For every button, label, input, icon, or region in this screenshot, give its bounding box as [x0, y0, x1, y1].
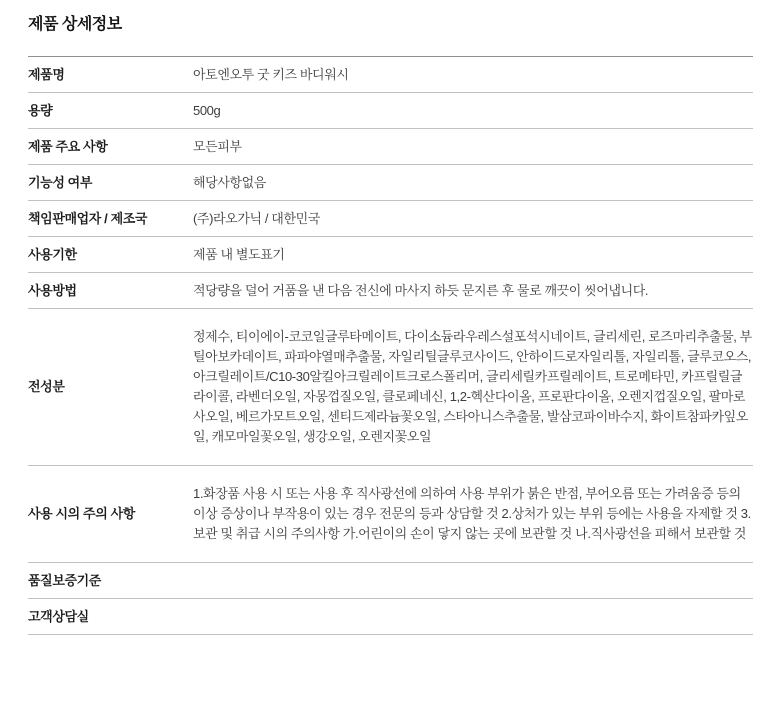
table-row — [28, 93, 753, 129]
row-label: 제품명 — [28, 66, 65, 82]
product-detail-table — [28, 56, 753, 635]
row-label: 사용방법 — [28, 282, 77, 298]
row-value: 1.화장품 사용 시 또는 사용 후 직사광선에 의하여 사용 부위가 붉은 반점, 부어오름 또는 가려움증 등의 이상 증상이나 부작용이 있는 경우 전문의 등과 상담할 것 2.상처가 있는 부위 등에는 사용을 자제할 것 3.보관 및 취급 시의 주의사항 가.어린이의 손이 닿지 않는 곳에 보관할 것 나.직사광선을 피해서 보관할 것 — [193, 486, 751, 541]
row-value: 아토엔오투 굿 키즈 바디워시 — [193, 66, 349, 82]
table-row — [28, 273, 753, 309]
table-row — [28, 201, 753, 237]
row-value: 적당량을 덜어 거품을 낸 다음 전신에 마사지 하듯 문지른 후 물로 깨끗이 씻어냅니다. — [193, 282, 649, 298]
row-label: 사용 시의 주의 사항 — [28, 506, 135, 521]
row-label: 제품 주요 사항 — [28, 138, 108, 154]
table-row — [28, 165, 753, 201]
table-row — [28, 309, 753, 466]
table-row — [28, 466, 753, 563]
row-value: 해당사항없음 — [193, 174, 266, 190]
page-title: 제품 상세정보 — [28, 16, 122, 33]
table-row — [28, 563, 753, 599]
table-row — [28, 237, 753, 273]
row-value: 정제수, 티이에이-코코일글루타메이트, 다이소듐라우레스설포석시네이트, 글리세린, 로즈마리추출물, 부틸아보카데이트, 파파야열매추출물, 자일리틸글루코사이드, 안하이드로자일리톨, 자일리톨, 글루코오스, 아크릴레이트/C10-30알킬아크릴레이트크로스폴리머, 글리세릴카프릴레이트, 트로메타민, 카프릴릴글라이콜, 라벤더오일, 자몽껍질오일, 클로페네신, 1,2-헥산다이올, 프로판다이올, 오렌지껍질오일, 팔마로사오일, 베르가모트오일, 센티드제라늄꽃오일, 스타아니스추출물, 발삼코파이바수지, 화이트참파카잎오일, 캐모마일꽃오일, 생강오일, 오렌지꽃오일 — [193, 329, 752, 444]
row-value: 500g — [193, 102, 221, 118]
row-value: 모든피부 — [193, 138, 242, 154]
row-label: 품질보증기준 — [28, 572, 101, 588]
row-label: 기능성 여부 — [28, 174, 93, 190]
table-row — [28, 599, 753, 635]
row-label: 책임판매업자 / 제조국 — [28, 210, 148, 226]
row-value: 제품 내 별도표기 — [193, 246, 285, 262]
row-label: 고객상담실 — [28, 608, 89, 624]
table-row — [28, 57, 753, 93]
row-label: 용량 — [28, 102, 53, 118]
row-label: 전성분 — [28, 379, 65, 394]
row-value: (주)라오가닉 / 대한민국 — [193, 210, 320, 226]
table-row — [28, 129, 753, 165]
row-label: 사용기한 — [28, 246, 77, 262]
